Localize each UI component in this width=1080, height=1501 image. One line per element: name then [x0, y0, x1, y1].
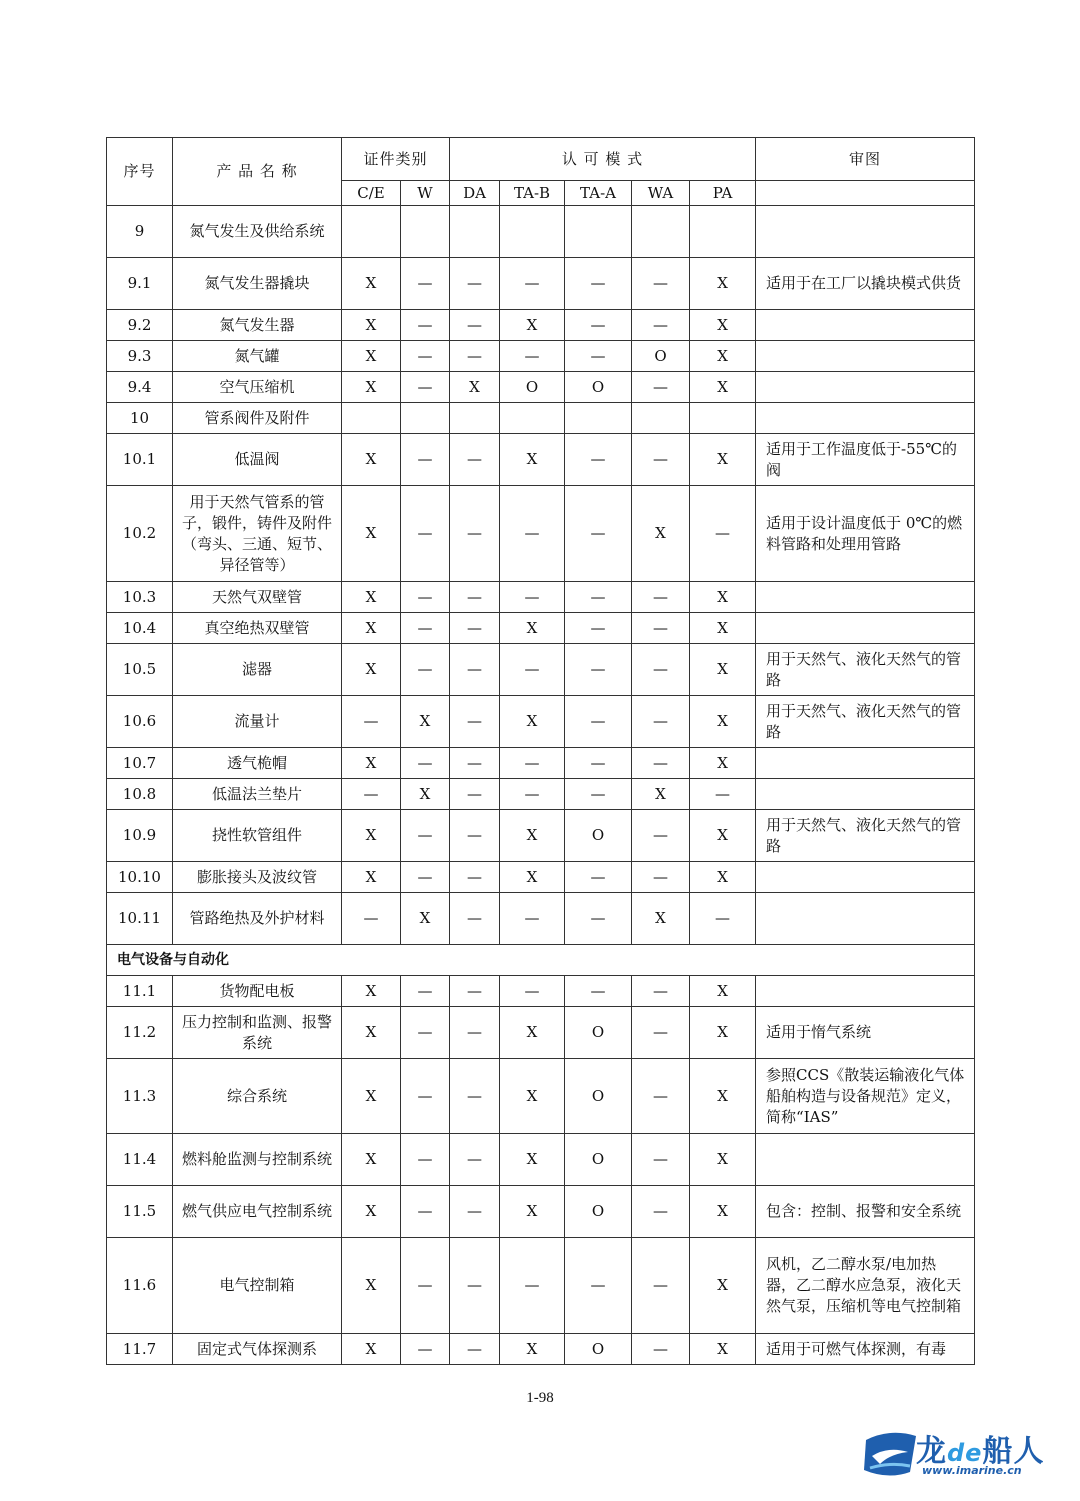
table-row	[107, 1007, 975, 1059]
mode-cell: X	[342, 976, 401, 1007]
mode-cell	[450, 206, 500, 258]
mode-cell: X	[690, 258, 756, 310]
mode-cell: X	[342, 1059, 401, 1134]
mode-cell: —	[450, 434, 500, 486]
mode-cell: X	[690, 1186, 756, 1238]
header-col-taa: TA-A	[565, 181, 632, 206]
mode-cell: —	[690, 893, 756, 945]
remark-cell: 适用于工作温度低于-55℃的阀	[756, 434, 975, 486]
mode-cell	[632, 206, 690, 258]
product-name: 燃料舱监测与控制系统	[173, 1134, 342, 1186]
mode-cell: X	[500, 1134, 565, 1186]
mode-cell: —	[690, 486, 756, 582]
mode-cell: —	[401, 1007, 450, 1059]
mode-cell: X	[500, 434, 565, 486]
row-number: 10.3	[107, 582, 173, 613]
mode-cell: X	[690, 976, 756, 1007]
mode-cell: —	[632, 1186, 690, 1238]
row-number: 10.7	[107, 748, 173, 779]
mode-cell: —	[450, 1059, 500, 1134]
remark-cell: 参照CCS《散装运输液化气体船舶构造与设备规范》定义，简称“IAS”	[756, 1059, 975, 1134]
row-number: 11.6	[107, 1238, 173, 1334]
brand-name: 龙de船人	[916, 1434, 1045, 1469]
mode-cell	[342, 403, 401, 434]
section-row	[107, 945, 975, 976]
mode-cell: —	[401, 372, 450, 403]
mode-cell: O	[565, 1059, 632, 1134]
mode-cell	[450, 403, 500, 434]
product-name: 综合系统	[173, 1059, 342, 1134]
row-number: 10.9	[107, 810, 173, 862]
mode-cell: —	[500, 644, 565, 696]
row-number: 9.4	[107, 372, 173, 403]
remark-cell: 用于天然气、液化天然气的管路	[756, 644, 975, 696]
remark-cell	[756, 893, 975, 945]
header-col-da: DA	[450, 181, 500, 206]
row-number: 10.4	[107, 613, 173, 644]
mode-cell: X	[342, 862, 401, 893]
header-product-name: 产 品 名 称	[173, 138, 342, 206]
mode-cell: X	[342, 372, 401, 403]
header-col-pa: PA	[690, 181, 756, 206]
table-row	[107, 862, 975, 893]
mode-cell: —	[401, 341, 450, 372]
mode-cell: —	[450, 613, 500, 644]
mode-cell: X	[690, 1059, 756, 1134]
ship-logo-icon	[860, 1426, 920, 1482]
table-row	[107, 696, 975, 748]
product-name: 氮气发生及供给系统	[173, 206, 342, 258]
mode-cell: —	[500, 258, 565, 310]
mode-cell: —	[450, 1186, 500, 1238]
mode-cell: —	[565, 696, 632, 748]
product-name: 氮气发生器撬块	[173, 258, 342, 310]
row-number: 11.3	[107, 1059, 173, 1134]
mode-cell: —	[500, 582, 565, 613]
remark-cell	[756, 862, 975, 893]
mode-cell: X	[342, 1186, 401, 1238]
product-name: 压力控制和监测、报警系统	[173, 1007, 342, 1059]
mode-cell: X	[690, 1238, 756, 1334]
product-name: 氮气发生器	[173, 310, 342, 341]
mode-cell: —	[632, 1238, 690, 1334]
mode-cell: —	[565, 434, 632, 486]
mode-cell: —	[565, 976, 632, 1007]
mode-cell	[500, 403, 565, 434]
mode-cell: —	[401, 862, 450, 893]
remark-cell	[756, 310, 975, 341]
table-row	[107, 582, 975, 613]
mode-cell: —	[450, 696, 500, 748]
mode-cell: —	[632, 1059, 690, 1134]
product-name: 管系阀件及附件	[173, 403, 342, 434]
mode-cell: —	[401, 434, 450, 486]
mode-cell: —	[690, 779, 756, 810]
remark-cell: 适用于在工厂以撬块模式供货	[756, 258, 975, 310]
table-row	[107, 810, 975, 862]
remark-cell: 用于天然气、液化天然气的管路	[756, 810, 975, 862]
brand-logo	[860, 1424, 1060, 1484]
header-plan-review: 审图	[756, 138, 975, 181]
table-row	[107, 403, 975, 434]
mode-cell: X	[450, 372, 500, 403]
mode-cell: X	[342, 1238, 401, 1334]
product-name: 货物配电板	[173, 976, 342, 1007]
mode-cell: —	[450, 486, 500, 582]
mode-cell: —	[450, 976, 500, 1007]
mode-cell: —	[565, 310, 632, 341]
mode-cell: —	[565, 893, 632, 945]
header-col-ce: C/E	[342, 181, 401, 206]
mode-cell: —	[500, 1238, 565, 1334]
mode-cell: X	[342, 1334, 401, 1365]
mode-cell: —	[450, 893, 500, 945]
mode-cell: —	[401, 258, 450, 310]
mode-cell	[690, 403, 756, 434]
mode-cell: X	[500, 1186, 565, 1238]
mode-cell: —	[500, 976, 565, 1007]
table-row	[107, 206, 975, 258]
mode-cell: O	[565, 1134, 632, 1186]
mode-cell: —	[500, 486, 565, 582]
mode-cell: —	[450, 1334, 500, 1365]
remark-cell	[756, 206, 975, 258]
spec-table	[106, 137, 975, 1365]
mode-cell: —	[632, 310, 690, 341]
mode-cell: X	[500, 1007, 565, 1059]
page-number: 1-98	[526, 1390, 554, 1406]
mode-cell: X	[690, 1134, 756, 1186]
table-row	[107, 310, 975, 341]
remark-cell: 适用于惰气系统	[756, 1007, 975, 1059]
table-row	[107, 1134, 975, 1186]
row-number: 11.2	[107, 1007, 173, 1059]
remark-cell	[756, 613, 975, 644]
remark-cell	[756, 341, 975, 372]
mode-cell: —	[450, 582, 500, 613]
mode-cell: —	[401, 1334, 450, 1365]
row-number: 10.6	[107, 696, 173, 748]
mode-cell: —	[342, 893, 401, 945]
product-name: 空气压缩机	[173, 372, 342, 403]
mode-cell: —	[401, 1059, 450, 1134]
mode-cell: X	[500, 1059, 565, 1134]
mode-cell: X	[690, 810, 756, 862]
mode-cell: X	[690, 1007, 756, 1059]
mode-cell: X	[342, 613, 401, 644]
table-row	[107, 1059, 975, 1134]
mode-cell: —	[401, 1134, 450, 1186]
row-number: 11.5	[107, 1186, 173, 1238]
remark-cell: 风机，乙二醇水泵/电加热器，乙二醇水应急泵，液化天然气泵，压缩机等电气控制箱	[756, 1238, 975, 1334]
mode-cell: —	[401, 976, 450, 1007]
mode-cell: X	[401, 696, 450, 748]
row-number: 10.8	[107, 779, 173, 810]
mode-cell: X	[500, 810, 565, 862]
mode-cell: O	[565, 372, 632, 403]
mode-cell: X	[500, 862, 565, 893]
table-row	[107, 372, 975, 403]
mode-cell: —	[450, 862, 500, 893]
mode-cell: X	[632, 779, 690, 810]
product-name: 真空绝热双壁管	[173, 613, 342, 644]
remark-cell	[756, 779, 975, 810]
mode-cell: —	[401, 1186, 450, 1238]
mode-cell: —	[632, 1134, 690, 1186]
mode-cell: —	[450, 1007, 500, 1059]
mode-cell: —	[450, 310, 500, 341]
mode-cell: X	[632, 486, 690, 582]
mode-cell	[500, 206, 565, 258]
mode-cell: O	[565, 1186, 632, 1238]
row-number: 9	[107, 206, 173, 258]
mode-cell: —	[632, 1334, 690, 1365]
remark-cell	[756, 1134, 975, 1186]
mode-cell: —	[632, 976, 690, 1007]
product-name: 天然气双壁管	[173, 582, 342, 613]
table-row	[107, 644, 975, 696]
mode-cell: —	[401, 582, 450, 613]
remark-cell	[756, 403, 975, 434]
mode-cell: —	[450, 341, 500, 372]
table-row	[107, 1334, 975, 1365]
mode-cell: X	[690, 644, 756, 696]
mode-cell	[690, 206, 756, 258]
mode-cell: O	[632, 341, 690, 372]
mode-cell: —	[401, 810, 450, 862]
mode-cell: X	[500, 310, 565, 341]
mode-cell: —	[632, 748, 690, 779]
mode-cell: X	[500, 1334, 565, 1365]
mode-cell: O	[565, 1007, 632, 1059]
brand-url: www.imarine.cn	[922, 1464, 1022, 1477]
mode-cell: X	[342, 310, 401, 341]
remark-cell	[756, 976, 975, 1007]
table-row	[107, 893, 975, 945]
mode-cell	[401, 206, 450, 258]
remark-cell	[756, 748, 975, 779]
mode-cell: X	[500, 613, 565, 644]
product-name: 透气桅帽	[173, 748, 342, 779]
mode-cell: —	[565, 341, 632, 372]
product-name: 挠性软管组件	[173, 810, 342, 862]
mode-cell: —	[450, 258, 500, 310]
mode-cell: —	[401, 310, 450, 341]
mode-cell: X	[500, 696, 565, 748]
product-name: 低温法兰垫片	[173, 779, 342, 810]
table-row	[107, 486, 975, 582]
remark-cell: 用于天然气、液化天然气的管路	[756, 696, 975, 748]
table-row	[107, 779, 975, 810]
mode-cell: X	[342, 1007, 401, 1059]
mode-cell: X	[690, 434, 756, 486]
table-row	[107, 1186, 975, 1238]
row-number: 9.3	[107, 341, 173, 372]
remark-cell	[756, 372, 975, 403]
mode-cell: X	[342, 486, 401, 582]
mode-cell	[342, 206, 401, 258]
mode-cell: X	[690, 696, 756, 748]
product-name: 固定式气体探测系	[173, 1334, 342, 1365]
mode-cell	[565, 403, 632, 434]
row-number: 9.2	[107, 310, 173, 341]
row-number: 10.10	[107, 862, 173, 893]
header-col-w: W	[401, 181, 450, 206]
mode-cell: X	[690, 582, 756, 613]
mode-cell: X	[632, 893, 690, 945]
row-number: 10	[107, 403, 173, 434]
header-col-tab: TA-B	[500, 181, 565, 206]
mode-cell: —	[565, 862, 632, 893]
section-title: 电气设备与自动化	[107, 945, 975, 976]
mode-cell: X	[342, 341, 401, 372]
mode-cell: —	[632, 696, 690, 748]
remark-cell: 适用于设计温度低于 0℃的燃料管路和处理用管路	[756, 486, 975, 582]
mode-cell: —	[632, 258, 690, 310]
mode-cell: —	[401, 613, 450, 644]
row-number: 10.11	[107, 893, 173, 945]
product-name: 流量计	[173, 696, 342, 748]
table-row	[107, 748, 975, 779]
header-remarks-blank	[756, 181, 975, 206]
mode-cell: —	[632, 372, 690, 403]
mode-cell: —	[632, 644, 690, 696]
table-row	[107, 1238, 975, 1334]
mode-cell: —	[565, 582, 632, 613]
mode-cell: —	[565, 644, 632, 696]
mode-cell: X	[342, 258, 401, 310]
table-row	[107, 434, 975, 486]
mode-cell: —	[565, 258, 632, 310]
mode-cell: —	[450, 748, 500, 779]
mode-cell: —	[565, 1238, 632, 1334]
row-number: 9.1	[107, 258, 173, 310]
mode-cell: X	[690, 862, 756, 893]
mode-cell: —	[632, 1007, 690, 1059]
mode-cell: X	[342, 582, 401, 613]
mode-cell: X	[690, 372, 756, 403]
mode-cell: O	[565, 1334, 632, 1365]
product-name: 用于天然气管系的管子，锻件，铸件及附件（弯头、三通、短节、异径管等）	[173, 486, 342, 582]
mode-cell: —	[500, 341, 565, 372]
mode-cell: X	[342, 644, 401, 696]
mode-cell: —	[401, 486, 450, 582]
remark-cell: 适用于可燃气体探测，有毒	[756, 1334, 975, 1365]
mode-cell: —	[632, 862, 690, 893]
mode-cell: X	[342, 434, 401, 486]
mode-cell: —	[565, 613, 632, 644]
mode-cell: X	[690, 310, 756, 341]
mode-cell: X	[690, 613, 756, 644]
mode-cell	[565, 206, 632, 258]
mode-cell: —	[342, 696, 401, 748]
product-name: 电气控制箱	[173, 1238, 342, 1334]
mode-cell: —	[401, 644, 450, 696]
mode-cell: —	[632, 434, 690, 486]
product-name: 滤器	[173, 644, 342, 696]
mode-cell: X	[690, 341, 756, 372]
product-name: 管路绝热及外护材料	[173, 893, 342, 945]
row-number: 11.7	[107, 1334, 173, 1365]
header-approval-mode: 认 可 模 式	[450, 138, 756, 181]
mode-cell: —	[565, 486, 632, 582]
mode-cell: O	[565, 810, 632, 862]
header-col-wa: WA	[632, 181, 690, 206]
mode-cell: —	[450, 1238, 500, 1334]
mode-cell: O	[500, 372, 565, 403]
mode-cell: —	[632, 582, 690, 613]
product-name: 膨胀接头及波纹管	[173, 862, 342, 893]
mode-cell: —	[500, 779, 565, 810]
mode-cell: X	[690, 748, 756, 779]
mode-cell: —	[401, 1238, 450, 1334]
mode-cell: —	[565, 779, 632, 810]
table-row	[107, 341, 975, 372]
mode-cell: —	[500, 748, 565, 779]
product-name: 低温阀	[173, 434, 342, 486]
mode-cell: X	[342, 810, 401, 862]
row-number: 11.4	[107, 1134, 173, 1186]
mode-cell: X	[342, 748, 401, 779]
remark-cell: 包含：控制、报警和安全系统	[756, 1186, 975, 1238]
mode-cell: —	[500, 893, 565, 945]
mode-cell: —	[632, 810, 690, 862]
mode-cell: —	[401, 748, 450, 779]
row-number: 10.1	[107, 434, 173, 486]
mode-cell	[401, 403, 450, 434]
table-row	[107, 613, 975, 644]
mode-cell: —	[450, 779, 500, 810]
remark-cell	[756, 582, 975, 613]
header-seq: 序号	[107, 138, 173, 206]
mode-cell: —	[450, 1134, 500, 1186]
mode-cell: X	[690, 1334, 756, 1365]
mode-cell: —	[342, 779, 401, 810]
mode-cell: —	[450, 644, 500, 696]
mode-cell: —	[450, 810, 500, 862]
mode-cell: —	[565, 748, 632, 779]
row-number: 10.2	[107, 486, 173, 582]
row-number: 11.1	[107, 976, 173, 1007]
table-row	[107, 976, 975, 1007]
table-row	[107, 258, 975, 310]
mode-cell: —	[632, 613, 690, 644]
product-name: 氮气罐	[173, 341, 342, 372]
mode-cell	[632, 403, 690, 434]
mode-cell: X	[342, 1134, 401, 1186]
row-number: 10.5	[107, 644, 173, 696]
mode-cell: X	[401, 893, 450, 945]
header-cert-type: 证件类别	[342, 138, 450, 181]
mode-cell: X	[401, 779, 450, 810]
product-name: 燃气供应电气控制系统	[173, 1186, 342, 1238]
